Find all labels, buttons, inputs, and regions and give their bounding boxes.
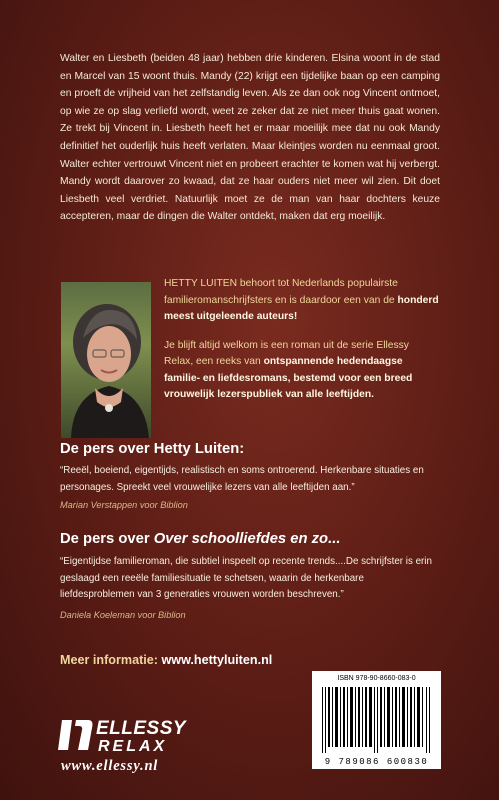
author-website-link[interactable]: www.hettyluiten.nl bbox=[161, 653, 273, 667]
more-info-label: Meer informatie: bbox=[60, 653, 158, 667]
ellessy-mark-icon bbox=[58, 716, 94, 754]
press-heading-book bbox=[60, 531, 340, 547]
isbn-text: ISBN 978-90-8660-083-0 bbox=[337, 675, 416, 682]
isbn-barcode bbox=[312, 671, 441, 769]
author-photo bbox=[61, 282, 151, 438]
back-cover-blurb: Walter en Liesbeth (beiden 48 jaar) hebben drie kinderen. Elsina woont in de stad en Marcel van 15 woont thuis. Mandy (22) krijgt een tijdelijke baan op een camping en proeft de vrijheid van het zelfstandig leven. Als ze dan ook nog Vincent ontmoet, op wie ze op slag verliefd wordt, weet ze zeker dat ze niet meer thuis gaat wonen. Ze trekt bij Vincent in. Liesbeth heeft het er maar moeilijk mee dat nu ook Mandy definitief het ouderlijk huis heeft verlaten. Maar kleintjes worden nu eenmaal groot. Walter echter vertrouwt Vincent niet en probeert erachter te komen wat hij verbergt. Mandy wordt daarover zo kwaad, dat ze haar ouders niet meer wil zien. Dit doet Liesbeth veel verdriet. Natuurlijk moet ze de man van haar dochters keuze accepteren, maar de dingen die Walter ontdekt, maken dat erg moeilijk. bbox=[60, 53, 440, 223]
press-heading-book-title: Over schoolliefdes en zo... bbox=[153, 531, 341, 547]
series-text: Je blijft altijd welkom is een roman uit de serie Ellessy Relax, een reeks van bbox=[164, 339, 409, 367]
author-bio-highlight: honderd meest uitgeleende auteurs! bbox=[164, 294, 439, 322]
author-bio bbox=[164, 276, 440, 416]
logo-brand-name: ELLESSY bbox=[96, 718, 187, 739]
author-bio-paragraph bbox=[164, 276, 440, 326]
series-highlight: ontspannende hedendaagse familie- en liefdesromans, bestemd voor een breed vrouwelijk lezerspubliek van alle leeftijden. bbox=[164, 356, 413, 400]
press-byline-author: Marian Verstappen voor Biblion bbox=[60, 500, 188, 510]
barcode-digits: 9 789086 600830 bbox=[324, 757, 429, 767]
more-info bbox=[60, 653, 272, 667]
barcode-bars-icon bbox=[322, 687, 431, 753]
press-quote-author: “Reeël, boeiend, eigentijds, realistisch en soms ontroerend. Herkenbare situaties en personages. Spreekt veel vrouwelijke lezers van alle leeftijden aan.” bbox=[60, 465, 424, 493]
press-byline-book: Daniela Koeleman voor Biblion bbox=[60, 610, 186, 620]
author-bio-text: HETTY LUITEN behoort tot Nederlands populairste familieromanschrijfsters en is daardoor een van de bbox=[164, 278, 398, 306]
press-heading-author: De pers over Hetty Luiten: bbox=[60, 441, 245, 457]
publisher-website[interactable]: www.ellessy.nl bbox=[61, 758, 159, 774]
press-quote-book: “Eigentijdse familieroman, die subtiel inspeelt op recente trends....De schrijfster is erin geslaagd een reeële familiesituatie te schetsen, waarin de herkenbare liefdesproblemen van 3 generaties vrouwen worden beschreven.” bbox=[60, 556, 432, 601]
press-heading-book-prefix: De pers over bbox=[60, 531, 154, 547]
series-description bbox=[164, 338, 440, 404]
logo-brand-series: RELAX bbox=[98, 738, 168, 755]
